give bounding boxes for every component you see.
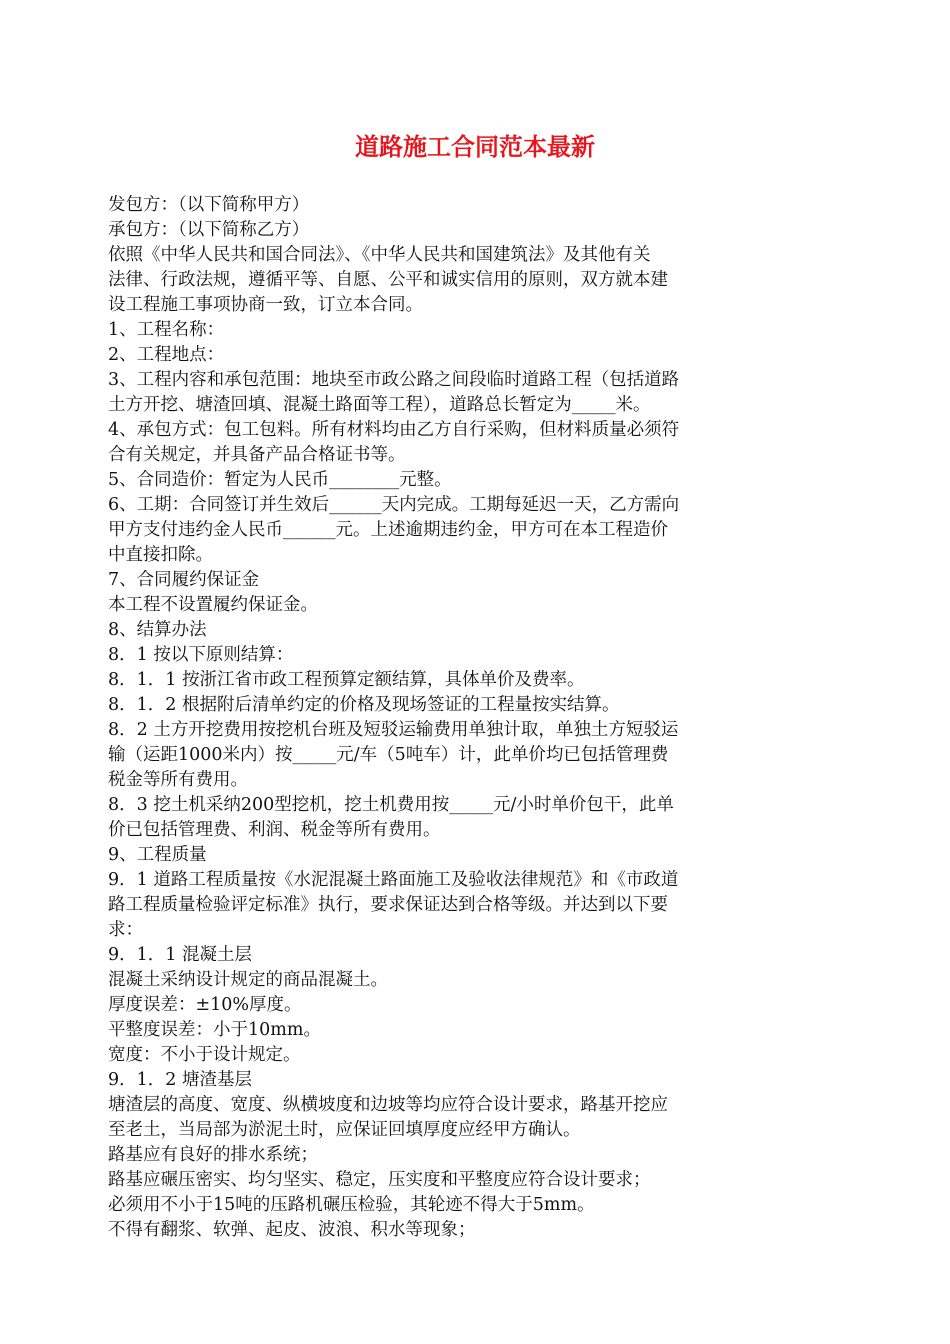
body-line: 承包方：（以下简称乙方） bbox=[108, 220, 310, 240]
document-body bbox=[108, 193, 843, 1243]
body-line: 塘渣层的高度、宽度、纵横坡度和边坡等均应符合设计要求，路基开挖应 bbox=[108, 1095, 668, 1115]
body-line: 土方开挖、塘渣回填、混凝土路面等工程），道路总长暂定为_____米。 bbox=[108, 395, 651, 415]
body-line: 路工程质量检验评定标准》执行，要求保证达到合格等级。并达到以下要 bbox=[108, 895, 668, 915]
body-line: 9．1 道路工程质量按《水泥混凝土路面施工及验收法律规范》和《市政道 bbox=[108, 870, 679, 890]
body-line: 6、工期：合同签订并生效后______天内完成。工期每延迟一天，乙方需向 bbox=[108, 495, 680, 515]
body-line: 平整度误差：小于10mm。 bbox=[108, 1020, 321, 1040]
body-line: 税金等所有费用。 bbox=[108, 770, 248, 790]
body-line: 混凝土采纳设计规定的商品混凝土。 bbox=[108, 970, 388, 990]
body-line: 路基应有良好的排水系统； bbox=[108, 1145, 318, 1165]
body-line: 求： bbox=[108, 920, 143, 940]
body-line: 本工程不设置履约保证金。 bbox=[108, 595, 318, 615]
body-line: 1、工程名称： bbox=[108, 320, 225, 340]
body-line: 9．1．1 混凝土层 bbox=[108, 945, 252, 965]
body-line: 7、合同履约保证金 bbox=[108, 570, 260, 590]
body-line: 8．2 土方开挖费用按挖机台班及短驳运输费用单独计取，单独土方短驳运 bbox=[108, 720, 679, 740]
body-line: 2、工程地点： bbox=[108, 345, 225, 365]
body-line: 9、工程质量 bbox=[108, 845, 207, 865]
document-title: 道路施工合同范本最新 bbox=[355, 133, 595, 161]
body-line: 厚度误差：±10%厚度。 bbox=[108, 995, 302, 1015]
body-line: 不得有翻浆、软弹、起皮、波浪、积水等现象； bbox=[108, 1220, 476, 1240]
body-line: 中直接扣除。 bbox=[108, 545, 213, 565]
body-line: 输（运距1000米内）按_____元/车（5吨车）计，此单价均已包括管理费 bbox=[108, 745, 669, 765]
body-line: 8．3 挖土机采纳200型挖机，挖土机费用按_____元/小时单价包干，此单 bbox=[108, 795, 674, 815]
body-line: 9．1．2 塘渣基层 bbox=[108, 1070, 252, 1090]
body-line: 依照《中华人民共和国合同法》、《中华人民共和国建筑法》及其他有关 bbox=[108, 245, 651, 265]
body-line: 8．1 按以下原则结算： bbox=[108, 645, 294, 665]
body-line: 3、工程内容和承包范围：地块至市政公路之间段临时道路工程（包括道路 bbox=[108, 370, 680, 390]
body-line: 5、合同造价：暂定为人民币________元整。 bbox=[108, 470, 452, 490]
body-line: 8、结算办法 bbox=[108, 620, 207, 640]
body-line: 设工程施工事项协商一致，订立本合同。 bbox=[108, 295, 423, 315]
body-line: 法律、行政法规，遵循平等、自愿、公平和诚实信用的原则，双方就本建 bbox=[108, 270, 668, 290]
body-line: 至老土，当局部为淤泥土时，应保证回填厚度应经甲方确认。 bbox=[108, 1120, 581, 1140]
body-line: 4、承包方式：包工包料。所有材料均由乙方自行采购，但材料质量必须符 bbox=[108, 420, 680, 440]
body-line: 8．1．1 按浙江省市政工程预算定额结算，具体单价及费率。 bbox=[108, 670, 585, 690]
body-line: 价已包括管理费、利润、税金等所有费用。 bbox=[108, 820, 441, 840]
body-line: 8．1．2 根据附后清单约定的价格及现场签证的工程量按实结算。 bbox=[108, 695, 620, 715]
body-line: 必须用不小于15吨的压路机碾压检验，其轮迹不得大于5mm。 bbox=[108, 1195, 595, 1215]
body-line: 宽度：不小于设计规定。 bbox=[108, 1045, 301, 1065]
body-line: 甲方支付违约金人民币______元。上述逾期违约金，甲方可在本工程造价 bbox=[108, 520, 668, 540]
body-line: 路基应碾压密实、均匀坚实、稳定，压实度和平整度应符合设计要求； bbox=[108, 1170, 651, 1190]
body-line: 合有关规定，并具备产品合格证书等。 bbox=[108, 445, 406, 465]
body-line: 发包方：（以下简称甲方） bbox=[108, 195, 310, 215]
